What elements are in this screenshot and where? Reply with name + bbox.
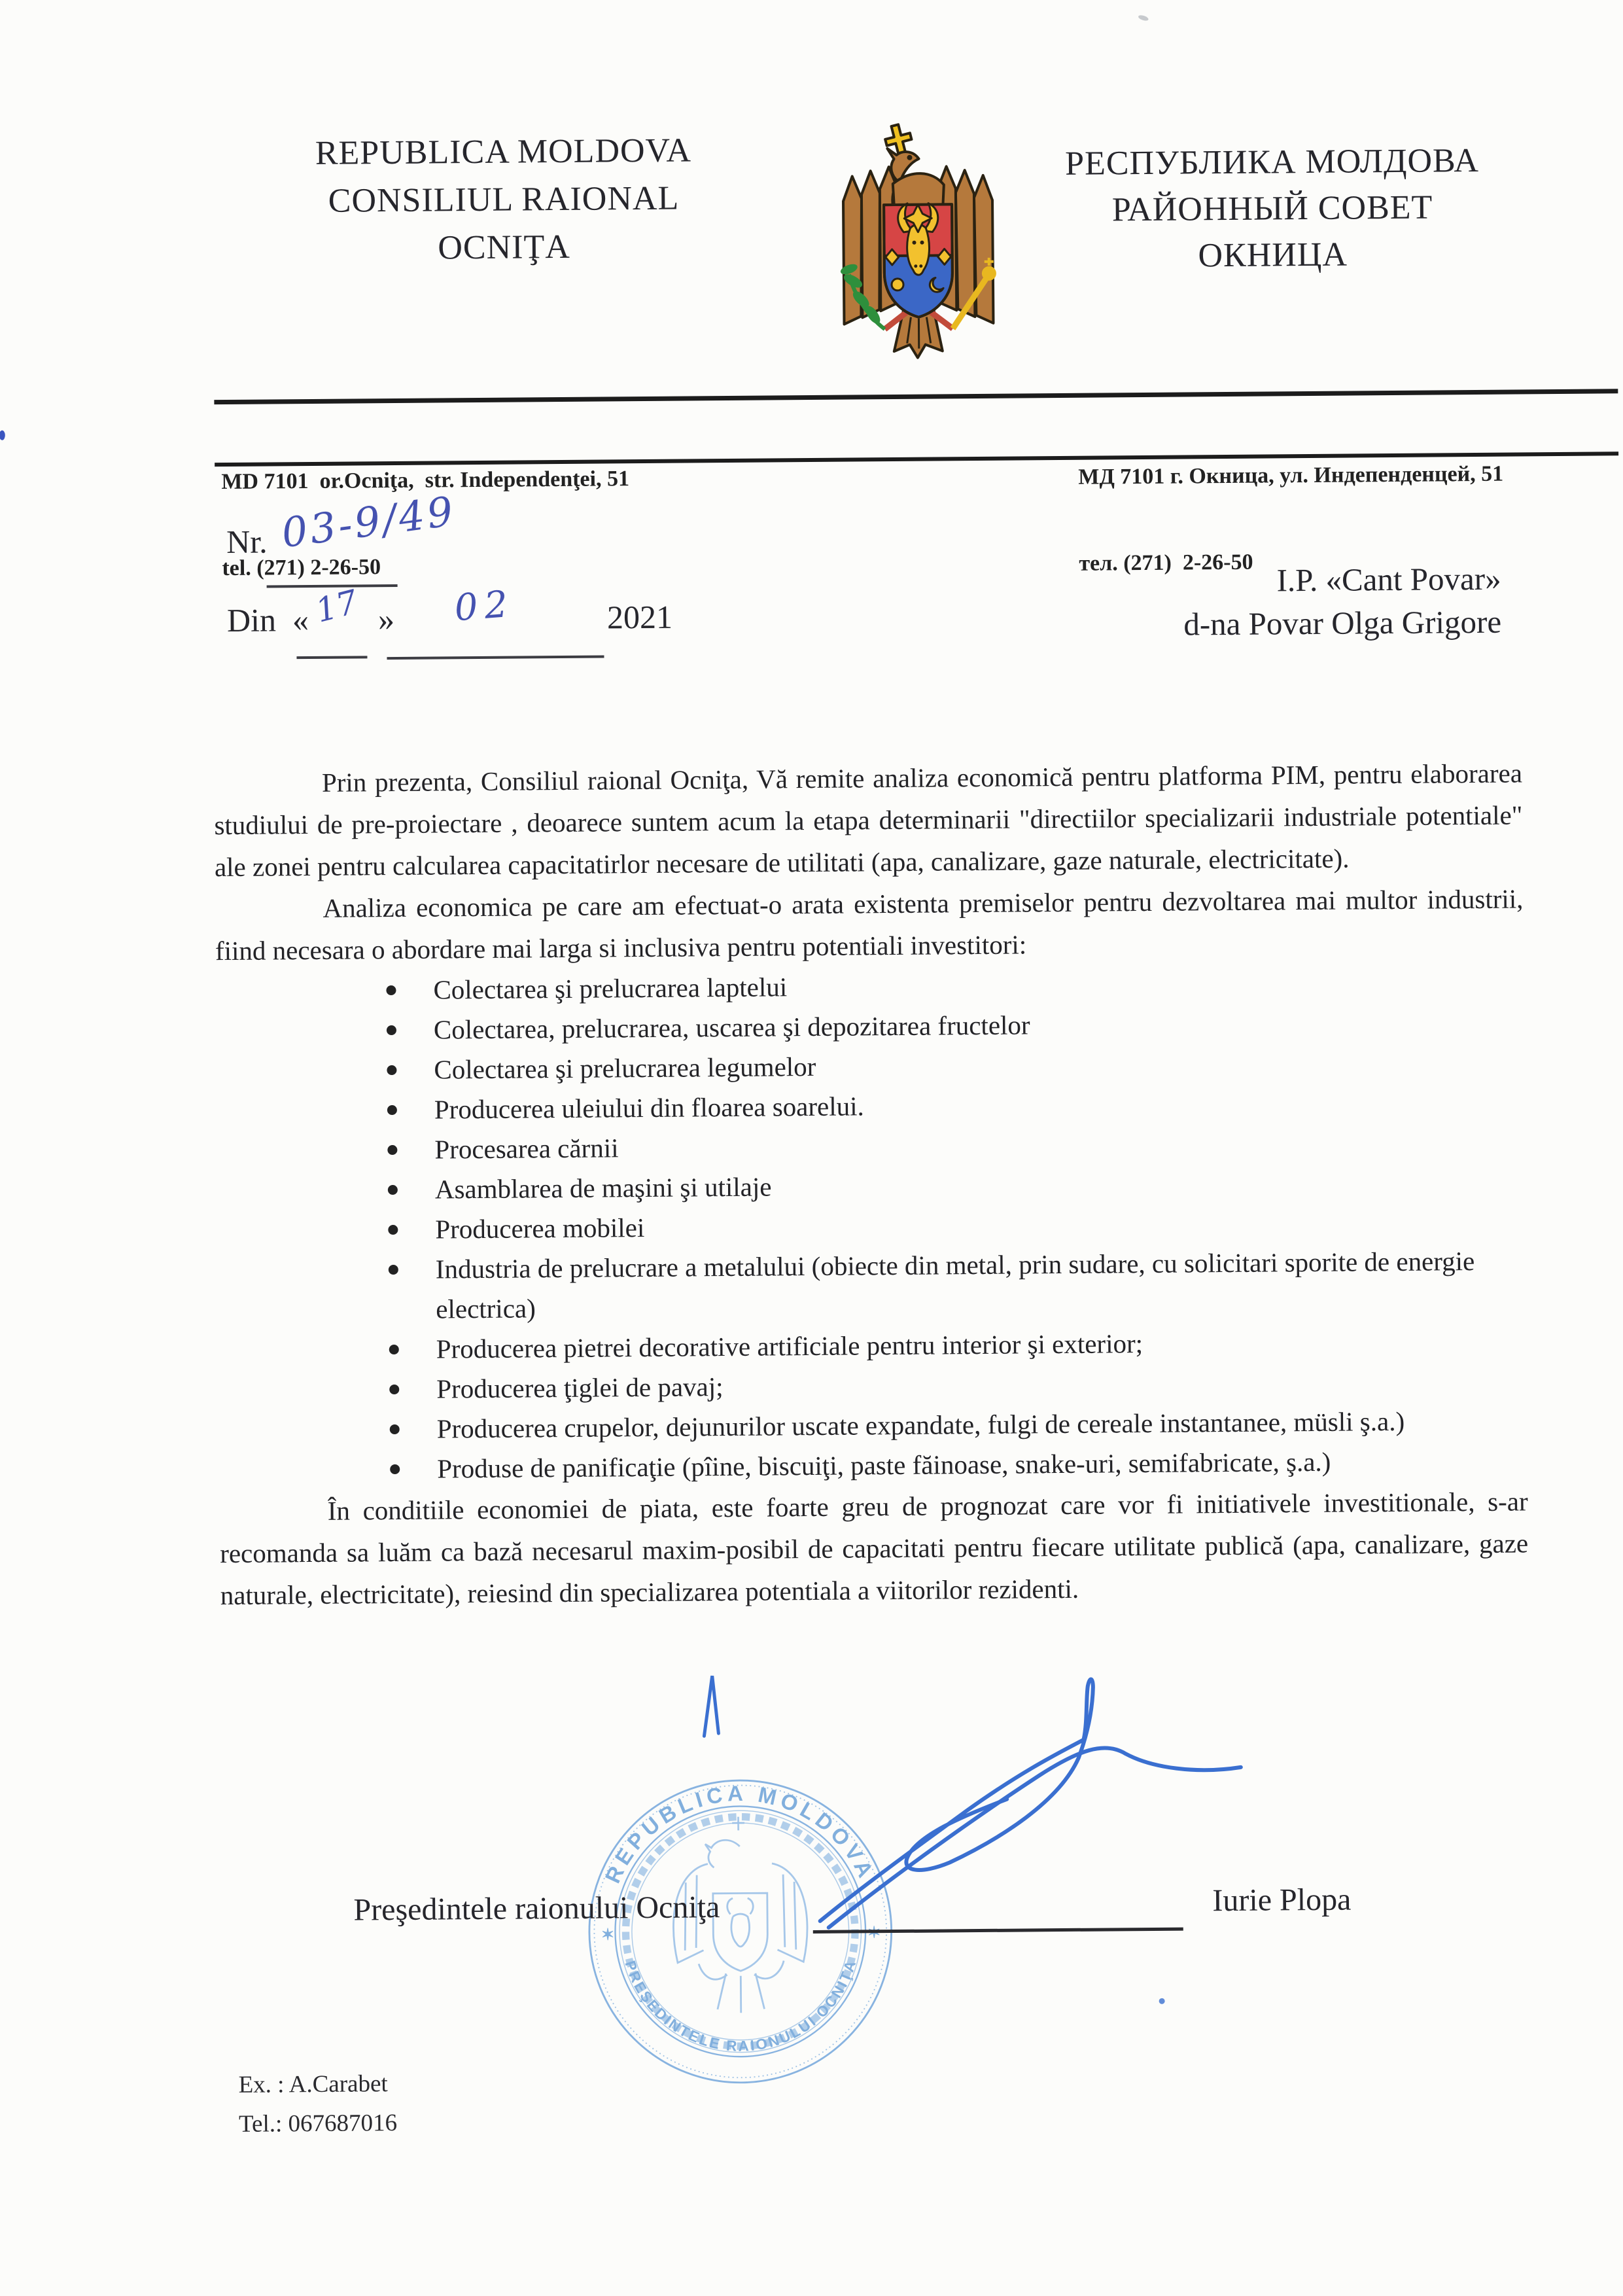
paragraph-2: Analiza economica pe care am efectuat-o arata existenta premiselor pentru dezvoltarea mai multor industrii, fiind necesara o abordare mai larga si inclusiva pentru potentiali investitori: <box>215 883 1524 966</box>
din-label: Din <box>226 601 277 639</box>
footer-block <box>238 2064 397 2144</box>
month-blank-line <box>387 655 604 660</box>
addressee-block <box>1043 557 1501 647</box>
divider-top <box>214 389 1618 404</box>
bullet-text: Colectarea şi prelucrarea legumelor <box>434 1051 816 1085</box>
guillemet-open: « <box>292 601 309 639</box>
handwritten-month: 02 <box>453 582 516 630</box>
bullet-dot <box>389 1345 399 1354</box>
bullet-dot <box>387 1145 397 1155</box>
header-city-ru: ОКНИЦА <box>1198 236 1348 275</box>
address-left-line2: tel. (271) 2-26-50 <box>222 555 381 581</box>
paragraph-1: Prin prezenta, Consiliul raional Ocniţa, Vă remite analiza economică pentru platforma PIM, pentru elaborarea studiului de pre-proiectare , deoarece suntem acum la etapa determinarii "directiilor specializarii industriale potentiale" ale zonei pentru calcularea capacitatirlor necesare de utilitati (apa, canalizare, gaze naturale, electricitate). <box>214 758 1523 883</box>
bullet-text: Producerea uleiului din floarea soarelui. <box>434 1091 864 1125</box>
signature-name: Iurie Plopa <box>1212 1882 1352 1918</box>
handwritten-day: 17 <box>311 582 362 630</box>
header-right-russian <box>1017 137 1528 280</box>
day-blank-line <box>296 656 367 659</box>
addressee-person: d-na Povar Olga Grigore <box>1183 603 1502 643</box>
phone-line: Tel.: 067687016 <box>238 2110 398 2138</box>
bullet-text: Producerea ţiglei de pavaj; <box>436 1371 724 1404</box>
handwritten-signature <box>658 1566 1381 2030</box>
bullet-dot <box>387 1105 397 1115</box>
letter-body <box>214 752 1529 1616</box>
header-council-ru: РАЙОННЫЙ СОВЕТ <box>1111 188 1433 229</box>
header-council-ro: CONSILIUL RAIONAL <box>328 179 680 220</box>
addressee-company: I.P. «Cant Povar» <box>1276 560 1501 599</box>
executor-line: Ex. : A.Carabet <box>238 2070 388 2098</box>
year-printed: 2021 <box>606 598 673 636</box>
bullet-dot <box>389 1265 398 1275</box>
list-item <box>218 1241 1527 1331</box>
address-left-line1: MD 7101 or.Ocniţa, str. Independenţei, 51 <box>221 467 630 495</box>
bullet-dot <box>388 1225 398 1235</box>
bullet-text: Producerea mobilei <box>435 1212 645 1245</box>
bullet-dot <box>387 1025 396 1035</box>
header-country-ru: РЕСПУБЛИКА МОЛДОВА <box>1064 141 1480 183</box>
paragraph-3: În conditiile economiei de piata, este foarte greu de prognozat care vor fi initiativele investitionale, s-ar recomanda sa luăm ca bază necesarul maxim-posibil de capacitati pentru fiecare utilitate publică (apa, canalizare, gaze naturale, electricitate), reiesind din specializarea potentiala a viitorilor rezidenti. <box>220 1486 1529 1611</box>
industry-bullet-list <box>215 961 1527 1491</box>
bullet-dot <box>388 1185 398 1195</box>
scan-speck-blue <box>0 431 5 440</box>
bullet-text: Producerea crupelor, dejunurilor uscate expandate, fulgi de cereale instantanee, müsli ş.a.) <box>436 1405 1405 1444</box>
handwritten-nr-value: 03-9/49 <box>279 487 459 557</box>
stamp-text-bottom: PREŞEDINTELE RAIONULUI OCNIŢA <box>621 1956 860 2055</box>
bullet-dot <box>386 985 396 995</box>
header-left-romanian <box>215 126 792 274</box>
ink-dot <box>1159 1998 1165 2004</box>
nr-label: Nr. <box>226 523 268 561</box>
address-right-line1: МД 7101 г. Окница, ул. Индепенденцей, 51 <box>1078 461 1504 489</box>
bullet-text: Produse de panificaţie (pîine, biscuiţi, paste făinoase, snake-uri, semifabricate, ş.a.) <box>437 1446 1331 1484</box>
bullet-text: Colectarea şi prelucrarea laptelui <box>433 972 788 1005</box>
bullet-text: Producerea pietrei decorative artificiale pentru interior şi exterior; <box>436 1328 1143 1364</box>
bullet-dot <box>390 1464 400 1474</box>
signature-title: Preşedintele raionului Ocniţa <box>353 1890 720 1928</box>
bullet-dot <box>389 1385 399 1394</box>
bullet-text: Asamblarea de maşini şi utilaje <box>434 1171 772 1205</box>
moldova-coat-of-arms-icon <box>819 118 1017 373</box>
scan-speck-gray <box>1138 14 1149 22</box>
address-right-line2: тел. (271) 2-26-50 <box>1079 550 1253 576</box>
bullet-dot <box>390 1424 400 1434</box>
bullet-dot <box>387 1065 396 1075</box>
stamp-text-top: REPUBLICA MOLDOVA <box>600 1780 880 1887</box>
bullet-text: Colectarea, prelucrarea, uscarea şi depozitarea fructelor <box>433 1010 1030 1045</box>
header-country-ro: REPUBLICA MOLDOVA <box>315 132 692 172</box>
header-city-ro: OCNIŢA <box>438 228 570 267</box>
stamp-star-left: ✶ <box>601 1926 615 1944</box>
bullet-text: Procesarea cărnii <box>434 1133 619 1165</box>
guillemet-close: » <box>377 600 395 638</box>
bullet-text: Industria de prelucrare a metalului (obiecte din metal, prin sudare, cu solicitari sporite de energie electrica) <box>435 1246 1475 1324</box>
